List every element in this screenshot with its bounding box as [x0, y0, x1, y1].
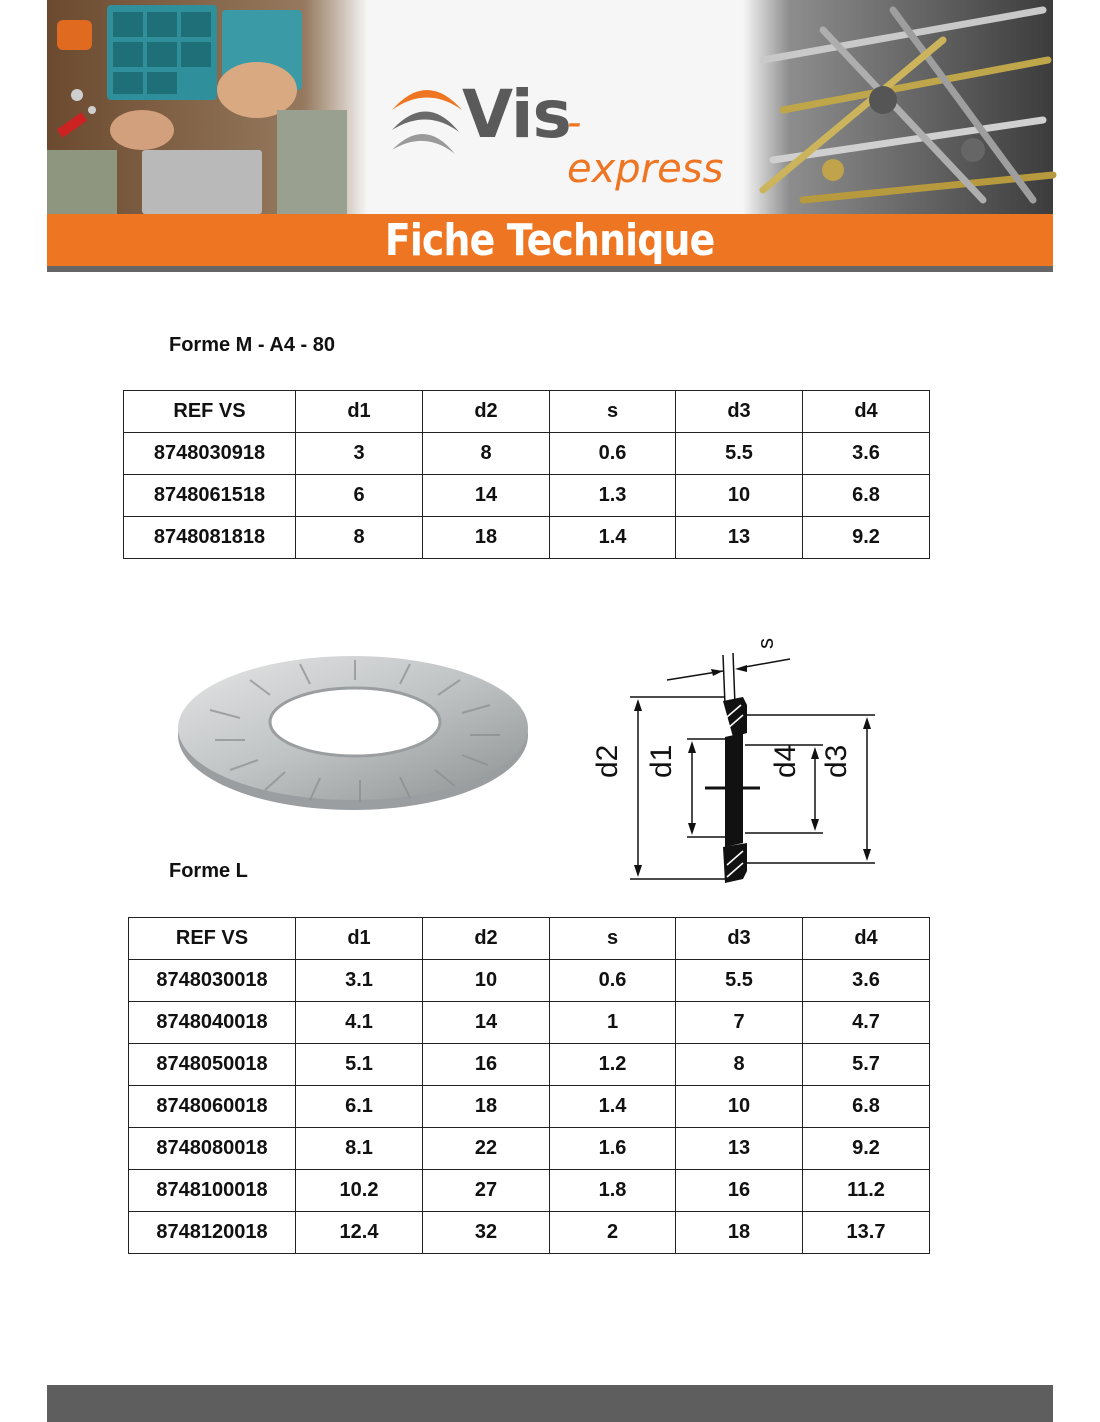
table-cell: 32 [423, 1212, 550, 1254]
section-title-forme-l: Forme L [169, 860, 248, 882]
table-cell: 13 [676, 517, 803, 559]
table-cell: 22 [423, 1128, 550, 1170]
spec-table-forme-m [123, 390, 930, 559]
table-cell: 4.7 [803, 1002, 930, 1044]
table-cell: 14 [423, 1002, 550, 1044]
header-cell: REF VS [124, 391, 296, 433]
table-cell: 1.8 [550, 1170, 676, 1212]
table-cell: 16 [676, 1170, 803, 1212]
table-cell: 8 [676, 1044, 803, 1086]
table-cell: 6.8 [803, 1086, 930, 1128]
table-cell: 0.6 [550, 433, 676, 475]
table-cell: 8748030018 [129, 960, 296, 1002]
table-cell: 13 [676, 1128, 803, 1170]
table-row [129, 1170, 930, 1212]
table-cell: 10.2 [296, 1170, 423, 1212]
washer-dimension-diagram [591, 625, 895, 890]
header-cell: d3 [676, 918, 803, 960]
table-cell: 27 [423, 1170, 550, 1212]
table-cell: 1.4 [550, 1086, 676, 1128]
table-cell: 8 [423, 433, 550, 475]
table-cell: 4.1 [296, 1002, 423, 1044]
table-cell: 5.5 [676, 960, 803, 1002]
table-cell: 5.7 [803, 1044, 930, 1086]
header-cell: REF VS [129, 918, 296, 960]
header-cell: s [550, 391, 676, 433]
header-cell: d4 [803, 918, 930, 960]
header-banner [47, 0, 1053, 214]
table-cell: 16 [423, 1044, 550, 1086]
table-cell: 1.6 [550, 1128, 676, 1170]
table-cell: 6 [296, 475, 423, 517]
table-row [129, 1044, 930, 1086]
table-cell: 13.7 [803, 1212, 930, 1254]
table-cell: 8748080018 [129, 1128, 296, 1170]
logo-swoosh-icon [387, 70, 467, 160]
table-cell: 5.5 [676, 433, 803, 475]
table-row [124, 433, 930, 475]
table-header-row [124, 391, 930, 433]
tools-workshop-photo [47, 0, 367, 214]
label-s: s [753, 638, 778, 649]
table-row [129, 1128, 930, 1170]
label-d1: d1 [645, 744, 678, 778]
section-title-forme-m: Forme M - A4 - 80 [169, 334, 335, 356]
label-d4: d4 [769, 744, 802, 778]
table-cell: 3 [296, 433, 423, 475]
vis-express-logo [387, 70, 727, 192]
table-cell: 9.2 [803, 1128, 930, 1170]
washer-photo [170, 650, 540, 820]
table-cell: 8748040018 [129, 1002, 296, 1044]
table-cell: 8748060018 [129, 1086, 296, 1128]
table-cell: 1.4 [550, 517, 676, 559]
table-cell: 8.1 [296, 1128, 423, 1170]
brand-main-text: Vis [462, 76, 571, 153]
header-cell: d1 [296, 391, 423, 433]
header-cell: d2 [423, 391, 550, 433]
table-row [129, 960, 930, 1002]
header-cell: d3 [676, 391, 803, 433]
table-cell: 8748081818 [124, 517, 296, 559]
header-cell: d1 [296, 918, 423, 960]
table-cell: 1.2 [550, 1044, 676, 1086]
table-cell: 3.6 [803, 960, 930, 1002]
footer-bar [47, 1385, 1053, 1422]
table-row [129, 1212, 930, 1254]
table-cell: 9.2 [803, 517, 930, 559]
table-cell: 8 [296, 517, 423, 559]
table-cell: 3.6 [803, 433, 930, 475]
label-d3: d3 [820, 744, 853, 778]
table-cell: 8748030918 [124, 433, 296, 475]
table-cell: 3.1 [296, 960, 423, 1002]
table-header-row [129, 918, 930, 960]
table-row [129, 1002, 930, 1044]
label-d2: d2 [591, 744, 624, 778]
table-cell: 8748100018 [129, 1170, 296, 1212]
table-cell: 6.8 [803, 475, 930, 517]
table-cell: 18 [423, 517, 550, 559]
header-cell: s [550, 918, 676, 960]
fiche-technique-banner [47, 214, 1053, 266]
table-cell: 12.4 [296, 1212, 423, 1254]
table-cell: 2 [550, 1212, 676, 1254]
table-cell: 10 [423, 960, 550, 1002]
table-cell: 8748061518 [124, 475, 296, 517]
table-cell: 8748050018 [129, 1044, 296, 1086]
table-cell: 8748120018 [129, 1212, 296, 1254]
table-row [124, 517, 930, 559]
header-cell: d2 [423, 918, 550, 960]
table-cell: 0.6 [550, 960, 676, 1002]
header-divider [47, 266, 1053, 272]
table-cell: 5.1 [296, 1044, 423, 1086]
table-cell: 1 [550, 1002, 676, 1044]
spec-table-forme-l [128, 917, 930, 1254]
table-cell: 10 [676, 1086, 803, 1128]
screws-pile-photo [743, 0, 1053, 214]
table-cell: 11.2 [803, 1170, 930, 1212]
table-cell: 10 [676, 475, 803, 517]
table-cell: 7 [676, 1002, 803, 1044]
table-cell: 1.3 [550, 475, 676, 517]
table-cell: 14 [423, 475, 550, 517]
table-row [124, 475, 930, 517]
table-cell: 18 [423, 1086, 550, 1128]
brand-sub-text: -express [567, 100, 724, 192]
table-row [129, 1086, 930, 1128]
header-cell: d4 [803, 391, 930, 433]
banner-title: Fiche Technique [385, 215, 715, 266]
table-cell: 6.1 [296, 1086, 423, 1128]
table-cell: 18 [676, 1212, 803, 1254]
